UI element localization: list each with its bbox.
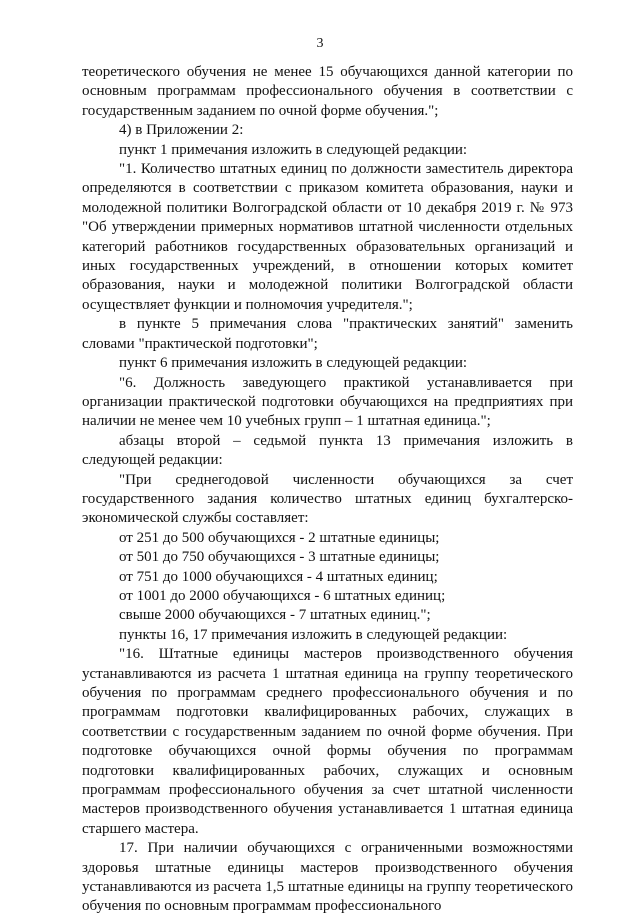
paragraph: "6. Должность заведующего практикой устанавливается при организации практической подготовки обучающихся на предприятиях при наличии не менее чем 10 учебных групп – 1 штатная единица."; — [82, 374, 573, 430]
paragraph: теоретического обучения не менее 15 обучающихся данной категории по основным программам профессионального обучения в соответствии с государственным заданием по очной форме обучения."; — [82, 64, 573, 119]
paragraph: в пункте 5 примечания слова "практических занятий" заменить словами "практической подготовки"; — [82, 316, 573, 352]
paragraph: от 751 до 1000 обучающихся - 4 штатных единиц; — [119, 568, 438, 585]
paragraph: "1. Количество штатных единиц по должности заместитель директора определяются в соответствии с приказом комитета образования, науки и молодежной политики Волгоградской области от 10 декабря 2019 г. № 973 "Об утверждении примерных нормативов штатной численности отдельных категорий работников государственных образовательных организаций и иных государственных учреждений, в отношении которых комитет образования, науки и молодежной политики Волгоградской области осуществляет функции и полномочия учредителя."; — [82, 161, 573, 313]
paragraph: пункт 6 примечания изложить в следующей редакции: — [119, 355, 468, 372]
paragraph: пункт 1 примечания изложить в следующей редакции: — [119, 141, 468, 158]
paragraph: абзацы второй – седьмой пункта 13 примечания изложить в следующей редакции: — [82, 432, 573, 469]
paragraph: пункты 16, 17 примечания изложить в следующей редакции: — [119, 626, 508, 643]
paragraph: 17. При наличии обучающихся с ограниченными возможностями здоровья штатные единицы мастеров производственного обучения устанавливаются из расчета 1,5 штатные единицы на группу теоретического обучения по основным программам профессионального — [82, 840, 573, 915]
paragraph: от 251 до 500 обучающихся - 2 штатные единицы; — [119, 529, 440, 546]
paragraph: "16. Штатные единицы мастеров производственного обучения устанавливаются из расчета 1 штатная единица на группу теоретического обучения по программам среднего профессионального обучения и по программам подготовки квалифицированных рабочих, служащих в соответствии с государственным заданием по очной форме обучения. При подготовке обучающихся очной формы обучения по программам подготовки квалифицированных рабочих, служащих и основным программам профессионального обучения за счет штатной численности мастеров производственного обучения устанавливается 1 штатная единица старшего мастера. — [82, 646, 573, 837]
page-number: 3 — [316, 36, 324, 51]
paragraph: 4) в Приложении 2: — [119, 122, 244, 139]
paragraph: от 501 до 750 обучающихся - 3 штатные единицы; — [119, 549, 440, 566]
paragraph: "При среднегодовой численности обучающихся за счет государственного задания количество штатных единиц бухгалтерско-экономической службы составляет: — [82, 471, 573, 527]
document-body — [82, 63, 573, 917]
paragraph: свыше 2000 обучающихся - 7 штатных единиц."; — [119, 607, 431, 624]
paragraph: от 1001 до 2000 обучающихся - 6 штатных единиц; — [119, 587, 446, 604]
